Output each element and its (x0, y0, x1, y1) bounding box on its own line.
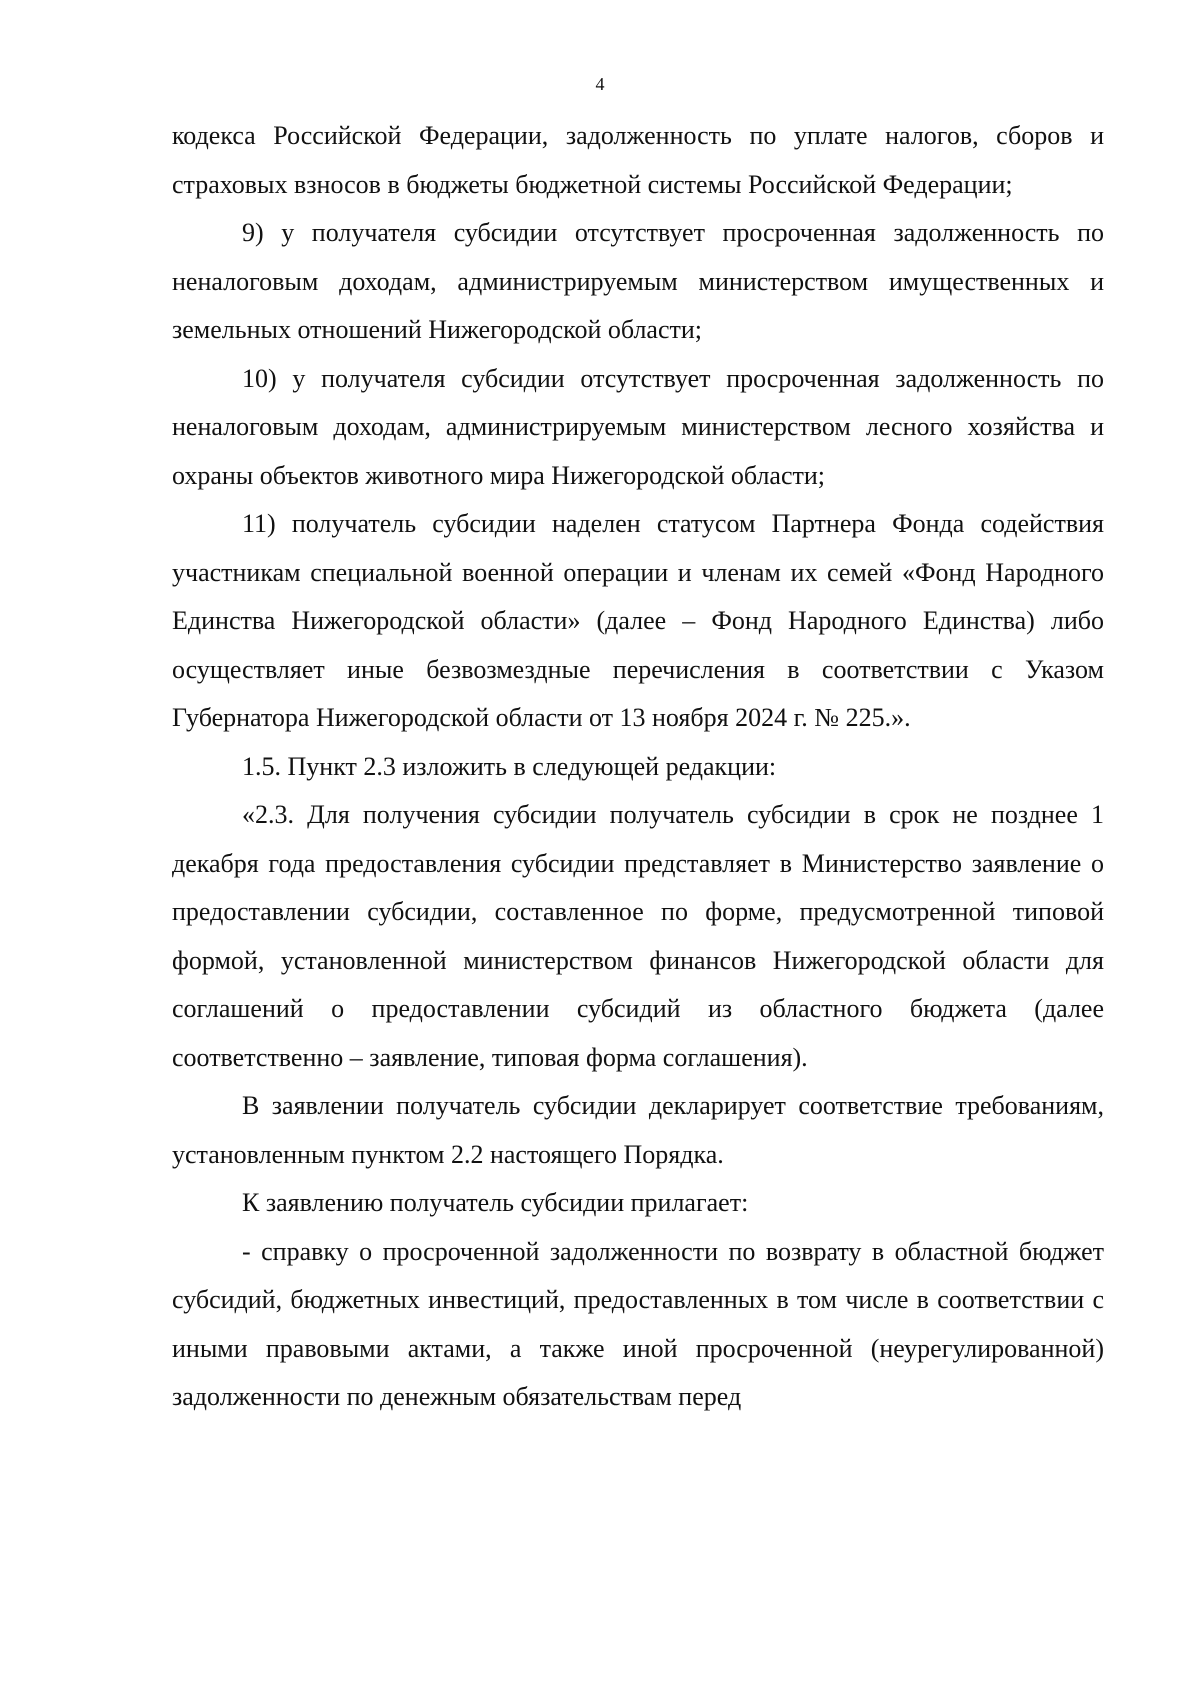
paragraph-attachments-intro: К заявлению получатель субсидии прилагает: (242, 1188, 749, 1217)
paragraph-continuation: кодекса Российской Федерации, задолженность по уплате налогов, сборов и страховых взносов в бюджеты бюджетной системы Российской Федерации; (172, 121, 1104, 199)
page-number: 4 (595, 74, 605, 94)
paragraph-item-10: 10) у получателя субсидии отсутствует просроченная задолженность по неналоговым доходам, администрируемым министерством лесного хозяйства и охраны объектов животного мира Нижегородской области; (172, 363, 1104, 490)
paragraph-declaration: В заявлении получатель субсидии декларирует соответствие требованиям, установленным пунктом 2.2 настоящего Порядка. (172, 1091, 1104, 1169)
paragraph-clause-2-3: «2.3. Для получения субсидии получатель субсидии в срок не позднее 1 декабря года предоставления субсидии представляет в Министерство заявление о предоставлении субсидии, составленное по форме, предусмотренной типовой формой, установленной министерством финансов Нижегородской области для соглашений о предоставлении субсидий из областного бюджета (далее соответственно – заявление, типовая форма соглашения). (172, 800, 1104, 1072)
paragraph-clause-1-5: 1.5. Пункт 2.3 изложить в следующей редакции: (242, 751, 777, 781)
document-body (172, 112, 1104, 1422)
paragraph-item-9: 9) у получателя субсидии отсутствует просроченная задолженность по неналоговым доходам, администрируемым министерством имущественных и земельных отношений Нижегородской области; (172, 218, 1104, 344)
paragraph-attachment-certificate: - справку о просроченной задолженности по возврату в областной бюджет субсидий, бюджетных инвестиций, предоставленных в том числе в соответствии с иными правовыми актами, а также иной просроченной (неурегулированной) задолженности по денежным обязательствам перед (172, 1236, 1104, 1411)
paragraph-item-11: 11) получатель субсидии наделен статусом Партнера Фонда содействия участникам специальной военной операции и членам их семей «Фонд Народного Единства Нижегородской области» (далее – Фонд Народного Единства) либо осуществляет иные безвозмездные перечисления в соответствии с Указом Губернатора Нижегородской области от 13 ноября 2024 г. № 225.». (172, 509, 1104, 732)
